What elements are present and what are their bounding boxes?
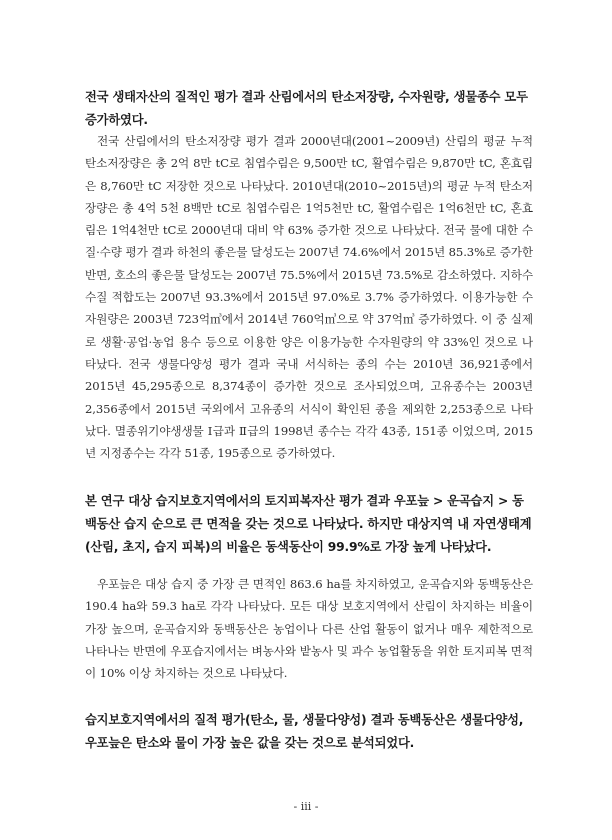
section-1-body: 전국 산림에서의 탄소저장량 평가 결과 2000년대(2001~2009년) 산림의 평균 누적 탄소저장량은 총 2억 8만 tC로 침엽수림은 9,500만 tC, 활엽수림은 9,870만 tC, 혼효림은 8,760만 tC 저장한 것으로 나타났다. 2010년대(2010~2015년)의 평균 누적 탄소저장량은 총 4억 5천 8백만 tC로 침엽수림은 1억5천만 tC, 활엽수림은 1억6천만 tC, 혼효림은 1억4천만 tC로 2000년대 대비 약 63% 증가한 것으로 나타났다. 전국 물에 대한 수질·수량 평가 결과 하천의 좋은물 달성도는 2007년 74.6%에서 2015년 85.3%로 증가한 반면, 호소의 좋은물 달성도는 2007년 75.5%에서 2015년 73.5%로 감소하였다. 지하수 수질 적합도는 2007년 93.3%에서 2015년 97.0%로 3.7% 증가하였다. 이용가능한 수자원량은 2003년 723억㎥에서 2014년 760억㎥으로 약 37억㎥ 증가하였다. 이 중 실제로 생활·공업·농업 용수 등으로 이용한 양은 이용가능한 수자원량의 약 33%인 것으로 나타났다. 전국 생물다양성 평가 결과 국내 서식하는 종의 수는 2010년 36,921종에서 2015년 45,295종으로 8,374종이 증가한 것으로 조사되었으며, 고유종수는 2003년 2,356종에서 2015년 국외에서 고유종의 서식이 확인된 종을 제외한 2,253종으로 나타났다. 멸종위기야생생물 Ⅰ급과 Ⅱ급의 1998년 종수는 각각 43종, 151종 이었으며, 2015년 지정종수는 각각 51종, 195종으로 증가하였다.: [85, 134, 533, 461]
section-2-heading: 본 연구 대상 습지보호지역에서의 토지피복자산 평가 결과 우포늪 > 운곡습지 > 동백동산 습지 순으로 큰 면적을 갖는 것으로 나타났다. 하지만 대상지역 내 자연생태계(산림, 초지, 습지 피복)의 비율은 동색동산이 99.9%로 가장 높게 나타났다.: [85, 494, 532, 554]
section-3-heading: 습지보호지역에서의 질적 평가(탄소, 물, 생물다양성) 결과 동백동산은 생물다양성, 우포늪은 탄소와 물이 가장 높은 값을 갖는 것으로 분석되었다.: [85, 713, 524, 750]
page-number: - iii -: [293, 800, 319, 813]
section-1-heading: 전국 생태자산의 질적인 평가 결과 산림에서의 탄소저장량, 수자원량, 생물종수 모두 증가하였다.: [85, 90, 528, 127]
section-2-body: 우포늪은 대상 습지 중 가장 큰 면적인 863.6 ha를 차지하였고, 운곡습지와 동백동산은 190.4 ha와 59.3 ha로 각각 나타났다. 모든 대상 보호지역에서 산림이 차지하는 비율이 가장 높으며, 운곡습지와 동백동산은 농업이나 다른 산업 활동이 없거나 매우 제한적으로 나타나는 반면에 우포습지에서는 벼농사와 밭농사 및 과수 농업활동을 위한 토지피복 면적이 10% 이상 차지하는 것으로 나타났다.: [85, 577, 533, 681]
